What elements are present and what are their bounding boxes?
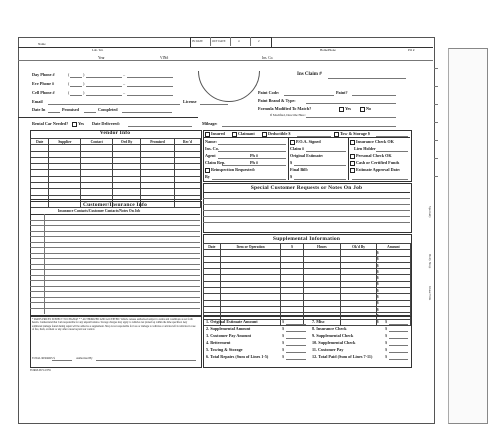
in-date-label: IN DATE bbox=[192, 40, 203, 43]
formula-label: Formula Modified To Match? bbox=[258, 106, 312, 111]
cell-phone-label: Cell Phone # bbox=[32, 90, 55, 95]
rental-needed-label: Rental Car Needed? bbox=[32, 121, 69, 126]
personal-check-ok-checkbox[interactable] bbox=[350, 154, 355, 159]
table-row: $ bbox=[204, 275, 411, 281]
insurance-check-ok[interactable]: Insurance Check OK bbox=[350, 139, 394, 145]
day-phone-label: Day Phone # bbox=[32, 72, 55, 77]
poa-check[interactable]: P.O.A. Signed bbox=[290, 139, 321, 145]
folder-flap bbox=[448, 48, 488, 424]
if-modified-label: If Modified, Describe Here: bbox=[270, 113, 306, 117]
reinspection-check[interactable]: Reinspection Requested: bbox=[205, 167, 255, 173]
side-label-body-shop: Body Shop bbox=[428, 254, 432, 269]
original-estimate-label: Original Estimate: bbox=[290, 153, 324, 158]
year-label: Year bbox=[98, 56, 105, 60]
total-line-5: 5. Towing & Storage bbox=[206, 347, 243, 352]
vendor-table bbox=[30, 138, 201, 208]
formula-no-checkbox[interactable] bbox=[360, 107, 365, 112]
total-line-6: 6. Total Repairs (Sum of Lines 1-5) bbox=[206, 354, 269, 359]
total-line-9: 9. Supplemental Check bbox=[312, 333, 354, 338]
table-row: $ bbox=[204, 281, 411, 287]
box-3-label: 4 bbox=[238, 39, 240, 43]
customer-insurance-title: Customer/Insurance Info bbox=[82, 202, 148, 208]
total-line-12: 12. Total Paid (Sum of Lines 7-11) bbox=[312, 354, 373, 359]
claimant-check[interactable]: Claimant bbox=[232, 131, 255, 137]
total-line-10: 10. Supplemental Check bbox=[312, 340, 356, 345]
formula-no[interactable]: No bbox=[360, 106, 371, 112]
table-row: $ bbox=[204, 306, 411, 312]
table-row: $ bbox=[204, 300, 411, 306]
authorized-by-label: Authorized By bbox=[76, 357, 93, 360]
adj-claimrep-ph-label: Ph # bbox=[250, 160, 259, 165]
final-bill-dollar: $ bbox=[290, 174, 293, 179]
box-4-label: 2 bbox=[258, 39, 260, 43]
special-requests-title: Special Customer Requests or Notes On Job bbox=[250, 185, 363, 191]
lab-tel-label: Lab. Tel. bbox=[92, 47, 104, 52]
paint-code-label: Paint Code: bbox=[258, 90, 280, 95]
total-line-8: 8. Insurance Check bbox=[312, 326, 347, 331]
paint-label: Paint? bbox=[336, 90, 348, 95]
adj-claimrep-label: Claim Rep. bbox=[205, 160, 226, 165]
tow-storage-check[interactable]: Tow & Storage $ bbox=[334, 131, 370, 137]
supp-col-okdby: Ok'd By bbox=[341, 244, 377, 250]
supp-col-amount: Amount bbox=[376, 244, 410, 250]
promised-label: Promised bbox=[62, 107, 79, 112]
table-row: $ bbox=[204, 288, 411, 294]
table-row: $ bbox=[204, 319, 411, 325]
ins-co-label: Ins. Co. bbox=[262, 56, 274, 60]
vendor-col-date: Date bbox=[31, 139, 49, 145]
completed-label: Completed bbox=[98, 107, 118, 112]
estimate-approval-checkbox[interactable] bbox=[350, 168, 355, 173]
estimate-approval[interactable]: Estimate Approval Date: bbox=[350, 167, 400, 173]
supplemental-title: Supplemental Information bbox=[272, 236, 341, 242]
table-row: $ bbox=[204, 262, 411, 268]
paint-brand-label: Paint Brand & Type: bbox=[258, 98, 296, 103]
email-label: Email bbox=[32, 99, 43, 104]
name-label: Name bbox=[38, 42, 46, 46]
mileage-label: Mileage: bbox=[202, 121, 218, 126]
final-bill-label: Final Bill: bbox=[290, 167, 309, 172]
total-line-3: 3. Customer Pay Amount bbox=[206, 333, 252, 338]
side-label-glass-trim: Glass/Trim bbox=[428, 286, 432, 301]
insured-check[interactable]: Insured bbox=[205, 131, 225, 137]
total-line-11: 11. Customer Pay bbox=[312, 347, 344, 352]
supp-col-dollar: $ bbox=[281, 244, 303, 250]
reinspection-checkbox[interactable] bbox=[205, 168, 210, 173]
vendor-info-title: Vendor Info bbox=[99, 130, 131, 136]
tow-storage-checkbox[interactable] bbox=[334, 132, 339, 137]
customer-insurance-subtitle: Insurance Contacts/Customer Contacts/Notes On Job bbox=[58, 209, 141, 213]
supp-col-hours: Hours bbox=[303, 244, 341, 250]
adj-agent-ph-label: Ph # bbox=[250, 153, 259, 158]
date-delivered-label: Date Delivered: bbox=[92, 121, 120, 126]
claimant-checkbox[interactable] bbox=[232, 132, 237, 137]
form-code: FORM #6714 NW bbox=[30, 369, 51, 372]
ins-claim-label: Ins Claim # bbox=[297, 72, 322, 77]
formula-yes-checkbox[interactable] bbox=[339, 107, 344, 112]
deductible-checkbox[interactable] bbox=[262, 132, 267, 137]
lien-holder-label: Lien Holder bbox=[354, 146, 376, 151]
supp-col-date: Date bbox=[204, 244, 221, 250]
vendor-col-promised: Promised bbox=[141, 139, 175, 145]
vendor-col-ordby: Ord By bbox=[113, 139, 141, 145]
adj-by-label: By bbox=[205, 174, 210, 179]
cash-certified[interactable]: Cash or Certified Funds bbox=[350, 160, 399, 166]
rental-yes[interactable]: Yes bbox=[72, 121, 84, 127]
rental-yes-checkbox[interactable] bbox=[72, 122, 77, 127]
supp-col-item: Item or Operation bbox=[220, 244, 281, 250]
table-row: $ bbox=[204, 313, 411, 319]
total-line-4: 4. Betterment bbox=[206, 340, 231, 345]
date-in-label: Date In bbox=[32, 107, 46, 112]
poa-checkbox[interactable] bbox=[290, 140, 295, 145]
original-estimate-dollar: $ bbox=[290, 160, 293, 165]
vendor-col-recd: Rec'd bbox=[174, 139, 200, 145]
tab-strip bbox=[434, 37, 448, 422]
insurance-check-ok-checkbox[interactable] bbox=[350, 140, 355, 145]
total-line-7: 7. Misc bbox=[312, 319, 325, 324]
eve-phone-label: Eve Phone # bbox=[32, 81, 55, 86]
table-row: $ bbox=[204, 250, 411, 256]
table-row: $ bbox=[204, 269, 411, 275]
table-row: $ bbox=[204, 256, 411, 262]
total-line-2: 2. Supplemental Amount bbox=[206, 326, 251, 331]
cash-certified-checkbox[interactable] bbox=[350, 161, 355, 166]
vendor-col-supplier: Supplier bbox=[49, 139, 81, 145]
license-label: License bbox=[183, 99, 197, 104]
adj-insco-label: Ins. Co. bbox=[205, 146, 219, 151]
claim-no-label: Claim # bbox=[290, 146, 305, 151]
disclaimer-text: * PARTS PRICES SUBJECT TO CHANGE * * AUTHORIZED AND ACCEPTED: Vehicle release authorized subject to terms and conditions as set forth herein. I understand that I am responsible for any unpaid balance. Storage charges may apply to vehicles not picked up within the time specified. Any additional damage found during repair will be added as a supplement. Shop is not responsible for loss or damage to vehicles or articles left in vehicles in case of fire, theft, accident or any other cause beyond our control. bbox=[32, 318, 196, 332]
side-label-specialty: Specialty bbox=[428, 206, 432, 218]
vendor-col-contact: Contact bbox=[81, 139, 113, 145]
adj-agent-label: Agent bbox=[205, 153, 216, 158]
vin-label: VIN# bbox=[160, 56, 169, 60]
home-phone-label: HomePhone bbox=[320, 47, 336, 52]
po-label: PO # bbox=[408, 47, 415, 52]
insured-checkbox[interactable] bbox=[205, 132, 210, 137]
out-date-label: OUT DATE bbox=[212, 40, 226, 43]
table-row: $ bbox=[204, 294, 411, 300]
adj-name-label: Name: bbox=[205, 139, 217, 144]
total-line-1: 1. Original Estimate Amount bbox=[206, 319, 258, 324]
disclaimer-total-label: TOTAL REPAIRS $ bbox=[32, 357, 55, 360]
deductible-check[interactable]: Deductible $ bbox=[262, 131, 290, 137]
supplemental-table bbox=[203, 243, 411, 326]
personal-check-ok[interactable]: Personal Check OK bbox=[350, 153, 392, 159]
formula-yes[interactable]: Yes bbox=[339, 106, 351, 112]
